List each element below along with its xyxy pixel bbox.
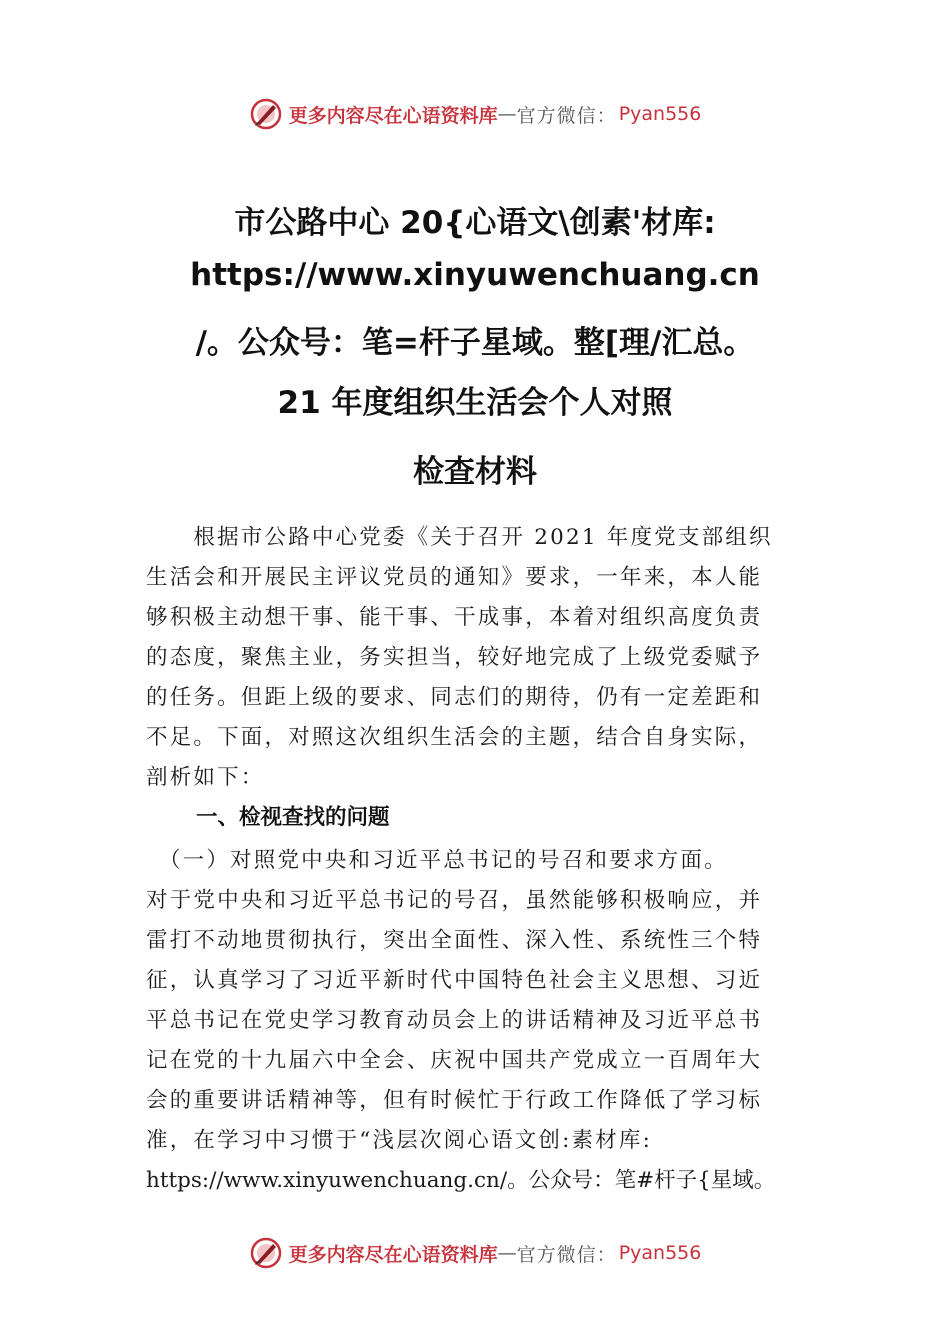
- paragraph-line: https://www.xinyuwenchuang.cn/。公众号：笔#杆子{星域。: [146, 1168, 776, 1193]
- banner-separator: —: [497, 103, 517, 125]
- paragraph-line: 征，认真学习了习近平新时代中国特色社会主义思想、习近: [146, 968, 763, 993]
- paragraph-line: 会的重要讲话精神等，但有时候忙于行政工作降低了学习标: [146, 1088, 763, 1113]
- banner-brand-text: 更多内容尽在心语资料库: [288, 1243, 498, 1266]
- footer-banner: [0, 1233, 950, 1273]
- banner-separator: —: [497, 1242, 517, 1264]
- document-title-line-1: 市公路中心 20{心语文\创素'材库:: [234, 205, 716, 241]
- banner-wechat-id: Pyan556: [618, 1242, 702, 1264]
- paragraph-line: 平总书记在党史学习教育动员会上的讲话精神及习近平总书: [146, 1008, 763, 1033]
- paragraph-line: 够积极主动想干事、能干事、干成事，本着对组织高度负责: [146, 605, 763, 630]
- banner-wechat-label: 官方微信：: [516, 104, 617, 127]
- banner-wechat-label: 官方微信：: [516, 1243, 617, 1266]
- banner-wechat-id: Pyan556: [618, 103, 702, 125]
- paragraph-line: 生活会和开展民主评议党员的通知》要求，一年来，本人能: [146, 565, 763, 590]
- paragraph-line: 雷打不动地贯彻执行，突出全面性、深入性、系统性三个特: [146, 928, 763, 953]
- document-title-line-2: https://www.xinyuwenchuang.cn: [190, 257, 760, 293]
- banner-brand-text: 更多内容尽在心语资料库: [288, 104, 498, 127]
- document-title-line-4: 21 年度组织生活会个人对照: [277, 385, 673, 421]
- document-title-line-5: 检查材料: [413, 454, 537, 490]
- paragraph-line: 的任务。但距上级的要求、同志们的期待，仍有一定差距和: [146, 685, 763, 710]
- section-heading: 一、检视查找的问题: [196, 805, 390, 830]
- paragraph-line: 记在党的十九届六中全会、庆祝中国共产党成立一百周年大: [146, 1048, 763, 1073]
- document-title-line-3: /。公众号：笔=杆子星域。整[理/汇总。: [195, 325, 755, 361]
- header-banner: [0, 94, 950, 134]
- paragraph-line: 剖析如下：: [146, 765, 265, 790]
- paragraph-line: 对于党中央和习近平总书记的号召，虽然能够积极响应，并: [146, 888, 763, 913]
- paragraph-line: 准，在学习中习惯于“浅层次阅心语文创:素材库:: [146, 1128, 653, 1153]
- paragraph-line: 根据市公路中心党委《关于召开 2021 年度党支部组织: [146, 525, 773, 550]
- paragraph-line: 的态度，聚焦主业，务实担当，较好地完成了上级党委赋予: [146, 645, 763, 670]
- paragraph-line: 不足。下面，对照这次组织生活会的主题，结合自身实际，: [146, 725, 763, 750]
- paragraph-line: （一）对照党中央和习近平总书记的号召和要求方面。: [146, 848, 728, 873]
- brush-seal-logo-icon: [249, 97, 283, 131]
- brush-seal-logo-icon: [249, 1236, 283, 1270]
